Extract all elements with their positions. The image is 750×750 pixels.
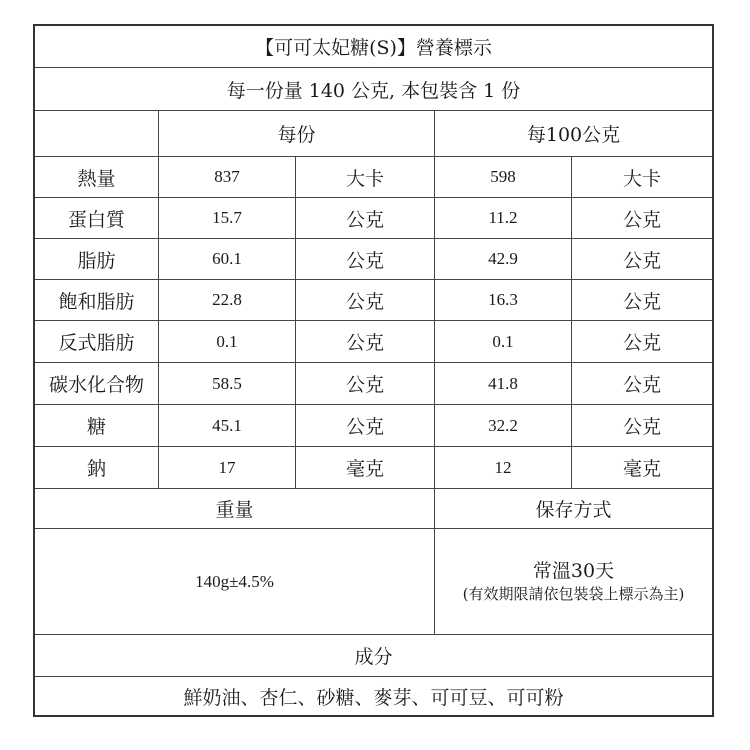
nutrient-row bbox=[35, 198, 712, 239]
nutrient-per-100g-unit: 公克 bbox=[571, 405, 712, 446]
storage-value: 常溫30天 bbox=[532, 559, 615, 582]
nutrient-per-serving-unit: 公克 bbox=[295, 239, 434, 279]
storage-note: (有效期限請依包裝袋上標示為主) bbox=[462, 585, 685, 604]
ingredients-value: 鮮奶油、杏仁、砂糖、麥芽、可可豆、可可粉 bbox=[183, 686, 564, 709]
storage-info bbox=[434, 529, 712, 634]
nutrient-per-serving-unit: 公克 bbox=[295, 198, 434, 238]
nutrient-per-100g-unit: 公克 bbox=[571, 363, 712, 404]
label-title: 【可可太妃糖(S)】營養標示 bbox=[255, 37, 492, 59]
nutrient-per-100g-unit: 公克 bbox=[571, 321, 712, 362]
nutrient-per-serving-unit: 公克 bbox=[295, 405, 434, 446]
nutrition-label-table bbox=[33, 24, 714, 717]
ingredients-label: 成分 bbox=[354, 646, 393, 668]
nutrient-per-100g-value: 11.2 bbox=[434, 198, 571, 238]
nutrient-per-serving-value: 22.8 bbox=[158, 280, 295, 320]
nutrient-per-100g-value: 12 bbox=[434, 447, 571, 488]
weight-value: 140g±4.5% bbox=[195, 571, 274, 591]
nutrient-per-100g-value: 16.3 bbox=[434, 280, 571, 320]
nutrient-per-100g-value: 32.2 bbox=[434, 405, 571, 446]
nutrient-per-serving-value: 60.1 bbox=[158, 239, 295, 279]
ingredients-header-row bbox=[35, 635, 712, 677]
nutrient-per-serving-value: 15.7 bbox=[158, 198, 295, 238]
nutrient-row bbox=[35, 363, 712, 405]
nutrient-per-100g-value: 0.1 bbox=[434, 321, 571, 362]
nutrient-per-serving-unit: 毫克 bbox=[295, 447, 434, 488]
nutrient-per-100g-unit: 公克 bbox=[571, 280, 712, 320]
weight-storage-value-row bbox=[35, 529, 712, 635]
nutrient-row bbox=[35, 280, 712, 321]
nutrient-name: 鈉 bbox=[86, 458, 106, 480]
nutrient-name: 碳水化合物 bbox=[48, 374, 144, 396]
nutrient-per-100g-unit: 公克 bbox=[571, 239, 712, 279]
ingredients-value-row bbox=[35, 677, 712, 715]
nutrient-per-serving-value: 0.1 bbox=[158, 321, 295, 362]
nutrient-per-100g-value: 42.9 bbox=[434, 239, 571, 279]
nutrient-name: 飽和脂肪 bbox=[58, 290, 135, 313]
title-row bbox=[35, 26, 712, 68]
nutrient-name: 反式脂肪 bbox=[58, 332, 135, 354]
nutrient-per-serving-unit: 大卡 bbox=[295, 157, 434, 197]
nutrient-row bbox=[35, 447, 712, 489]
serving-info: 每一份量 140 公克, 本包裝含 1 份 bbox=[226, 79, 521, 102]
nutrient-row bbox=[35, 405, 712, 447]
nutrient-per-serving-value: 45.1 bbox=[158, 405, 295, 446]
column-header-row bbox=[35, 111, 712, 157]
nutrient-per-serving-value: 58.5 bbox=[158, 363, 295, 404]
weight-storage-header-row bbox=[35, 489, 712, 529]
nutrient-per-serving-value: 837 bbox=[158, 157, 295, 197]
nutrient-per-100g-value: 41.8 bbox=[434, 363, 571, 404]
serving-row bbox=[35, 68, 712, 111]
nutrient-per-100g-unit: 大卡 bbox=[571, 157, 712, 197]
header-per-100g: 每100公克 bbox=[434, 111, 712, 156]
nutrient-per-serving-unit: 公克 bbox=[295, 363, 434, 404]
weight-label: 重量 bbox=[215, 499, 254, 521]
nutrient-row bbox=[35, 321, 712, 363]
nutrient-row bbox=[35, 239, 712, 280]
nutrient-per-serving-unit: 公克 bbox=[295, 280, 434, 320]
nutrient-name: 熱量 bbox=[77, 167, 116, 190]
header-blank bbox=[35, 111, 158, 156]
nutrient-per-serving-value: 17 bbox=[158, 447, 295, 488]
nutrient-name: 蛋白質 bbox=[67, 208, 125, 231]
nutrient-per-100g-unit: 毫克 bbox=[571, 447, 712, 488]
nutrient-name: 脂肪 bbox=[77, 249, 116, 272]
storage-label: 保存方式 bbox=[434, 489, 712, 528]
nutrient-per-100g-unit: 公克 bbox=[571, 198, 712, 238]
nutrient-per-100g-value: 598 bbox=[434, 157, 571, 197]
nutrient-row bbox=[35, 157, 712, 198]
nutrient-name: 糖 bbox=[86, 416, 106, 438]
nutrient-per-serving-unit: 公克 bbox=[295, 321, 434, 362]
header-per-serving: 每份 bbox=[158, 111, 434, 156]
